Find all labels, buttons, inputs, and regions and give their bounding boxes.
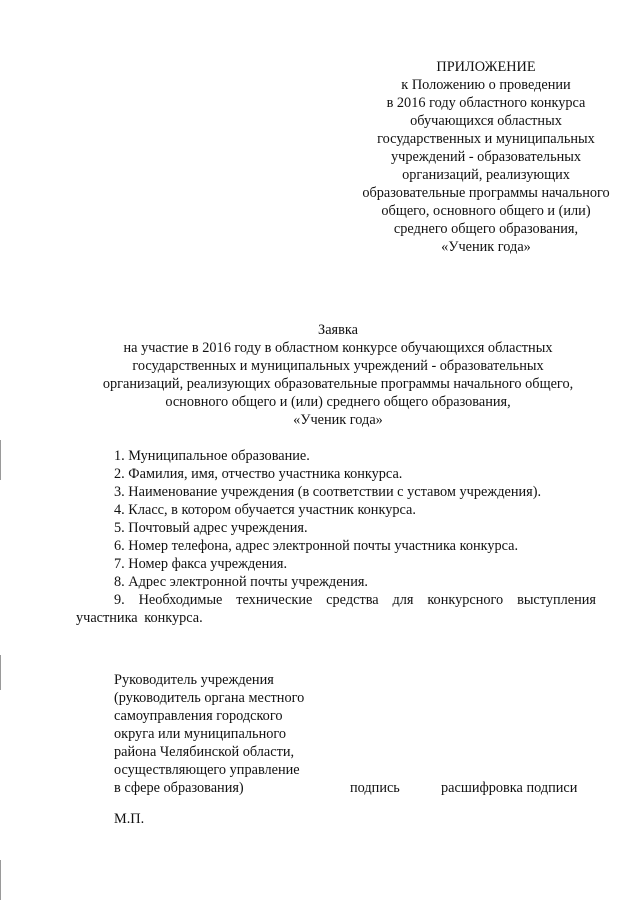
appendix-title: ПРИЛОЖЕНИЕ — [436, 59, 536, 75]
list-item: 1. Муниципальное образование. — [114, 448, 310, 464]
signatory-block — [114, 671, 354, 797]
signatory-line: (руководитель органа местного — [114, 690, 305, 706]
request-line: на участие в 2016 году в областном конкурсе обучающихся областных — [123, 340, 553, 356]
signatory-line: округа или муниципального — [114, 726, 287, 742]
signatory-line: Руководитель учреждения — [114, 672, 274, 688]
request-title: Заявка — [318, 322, 358, 338]
appendix-line: среднего общего образования, — [393, 221, 579, 237]
appendix-line: образовательные программы начального — [362, 185, 610, 201]
scan-edge-mark — [0, 860, 1, 900]
list-item: 5. Почтовый адрес учреждения. — [114, 520, 308, 536]
request-line: организаций, реализующих образовательные программы начального общего, — [102, 376, 574, 392]
request-heading — [60, 321, 616, 429]
appendix-line: организаций, реализующих — [402, 167, 570, 183]
signature-decode-label: расшифровка подписи — [441, 780, 578, 796]
signatory-line: района Челябинской области, — [114, 744, 295, 760]
request-line: основного общего и (или) среднего общего образования, — [165, 394, 511, 410]
appendix-line: обучающихся областных — [410, 113, 562, 129]
appendix-line: в 2016 году областного конкурса — [386, 95, 586, 111]
request-line: государственных и муниципальных учреждений - образовательных — [132, 358, 544, 374]
request-items-list — [76, 447, 596, 627]
appendix-line: «Ученик года» — [441, 239, 531, 255]
scan-edge-mark — [0, 655, 1, 690]
scan-edge-mark — [0, 440, 1, 480]
signature-label: подпись — [350, 780, 400, 796]
list-item: 9. Необходимые технические средства для конкурсного выступления участника конкурса. — [76, 592, 596, 626]
appendix-line: к Положению о проведении — [401, 77, 571, 93]
appendix-line: государственных и муниципальных — [377, 131, 595, 147]
list-item: 6. Номер телефона, адрес электронной почты участника конкурса. — [114, 538, 519, 554]
list-item: 2. Фамилия, имя, отчество участника конкурса. — [114, 466, 403, 482]
appendix-header — [348, 58, 624, 256]
signatory-line: в сфере образования) — [114, 780, 244, 796]
list-item: 7. Номер факса учреждения. — [114, 556, 288, 572]
stamp-place-label: М.П. — [114, 811, 145, 827]
appendix-line: учреждений - образовательных — [390, 149, 581, 165]
signatory-line: самоуправления городского — [114, 708, 283, 724]
list-item: 8. Адрес электронной почты учреждения. — [114, 574, 369, 590]
signatory-line: осуществляющего управление — [114, 762, 300, 778]
list-item: 4. Класс, в котором обучается участник конкурса. — [114, 502, 416, 518]
request-line: «Ученик года» — [293, 412, 383, 428]
appendix-line: общего, основного общего и (или) — [381, 203, 591, 219]
list-item: 3. Наименование учреждения (в соответствии с уставом учреждения). — [114, 484, 542, 500]
